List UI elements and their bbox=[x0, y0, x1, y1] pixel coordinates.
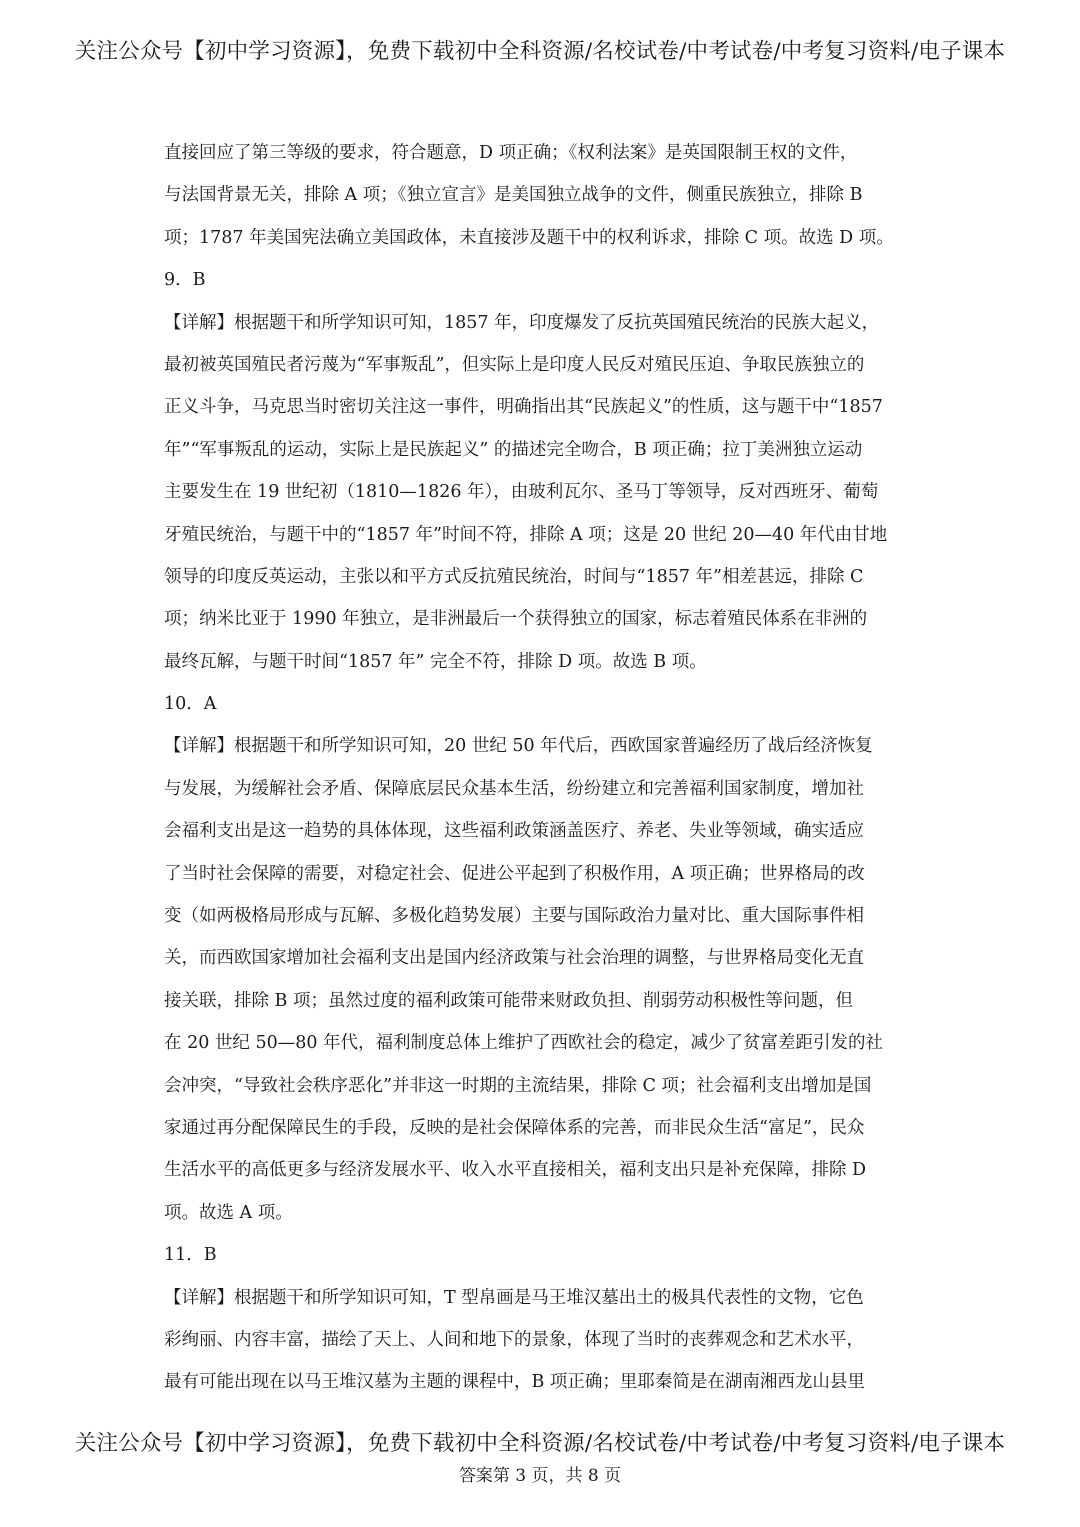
text-line: 领导的印度反英运动，主张以和平方式反抗殖民统治，时间与“1857 年”相差甚远，排除 C bbox=[164, 566, 864, 587]
text-line: 接关联，排除 B 项；虽然过度的福利政策可能带来财政负担、削弱劳动积极性等问题，但 bbox=[164, 990, 853, 1011]
text-line: 主要发生在 19 世纪初（1810—1826 年），由玻利瓦尔、圣马丁等领导，反对西班牙、葡萄 bbox=[164, 482, 879, 503]
text-line: 在 20 世纪 50—80 年代，福利制度总体上维护了西欧社会的稳定，减少了贫富差距引发的社 bbox=[164, 1033, 884, 1054]
text-line: 【详解】根据题干和所学知识可知，20 世纪 50 年代后，西欧国家普遍经历了战后经济恢复 bbox=[164, 736, 873, 757]
text-line: 最初被英国殖民者污蔑为“军事叛乱”，但实际上是印度人民反对殖民压迫、争取民族独立的 bbox=[164, 354, 865, 375]
page-number: 答案第 3 页，共 8 页 bbox=[458, 1466, 622, 1486]
text-line: 生活水平的高低更多与经济发展水平、收入水平直接相关，福利支出只是补充保障，排除 D bbox=[164, 1160, 867, 1181]
text-line: 项；1787 年美国宪法确立美国政体，未直接涉及题干中的权利诉求，排除 C 项。故选 D 项。 bbox=[164, 227, 894, 248]
text-line: 彩绚丽、内容丰富，描绘了天上、人间和地下的景象，体现了当时的丧葬观念和艺术水平， bbox=[164, 1329, 864, 1350]
text-line: 项；纳米比亚于 1990 年独立，是非洲最后一个获得独立的国家，标志着殖民体系在非洲的 bbox=[164, 609, 868, 630]
text-line: 变（如两极格局形成与瓦解、多极化趋势发展）主要与国际政治力量对比、重大国际事件相 bbox=[164, 906, 864, 927]
text-line: 项。故选 A 项。 bbox=[164, 1202, 293, 1223]
text-line: 与发展，为缓解社会矛盾、保障底层民众基本生活，纷纷建立和完善福利国家制度，增加社 bbox=[164, 778, 864, 799]
text-line: 最有可能出现在以马王堆汉墓为主题的课程中，B 项正确；里耶秦简是在湖南湘西龙山县里 bbox=[164, 1372, 865, 1393]
text-line: 牙殖民统治，与题干中的“1857 年”时间不符，排除 A 项；这是 20 世纪 20—40 年代由甘地 bbox=[164, 524, 888, 545]
text-line: 直接回应了第三等级的要求，符合题意，D 项正确；《权利法案》是英国限制王权的文件， bbox=[164, 143, 858, 163]
text-line: 会福利支出是这一趋势的具体体现，这些福利政策涵盖医疗、养老、失业等领域，确实适应 bbox=[164, 821, 864, 842]
text-line: 家通过再分配保障民生的手段，反映的是社会保障体系的完善，而非民众生活“富足”，民众 bbox=[164, 1117, 865, 1138]
text-line: 最终瓦解，与题干时间“1857 年” 完全不符，排除 D 项。故选 B 项。 bbox=[164, 651, 707, 672]
promo-banner-top: 关注公众号【初中学习资源】，免费下载初中全科资源/名校试卷/中考试卷/中考复习资料/电子课本 bbox=[74, 39, 1006, 64]
text-line: 【详解】根据题干和所学知识可知，1857 年，印度爆发了反抗英国殖民统治的民族大起义， bbox=[164, 312, 880, 333]
text-line: 会冲突，“导致社会秩序恶化”并非这一时期的主流结果，排除 C 项；社会福利支出增加是国 bbox=[164, 1075, 872, 1096]
text-line: 与法国背景无关，排除 A 项；《独立宣言》是美国独立战争的文件，侧重民族独立，排除 B bbox=[164, 185, 863, 206]
text-line: 正义斗争，马克思当时密切关注这一事件，明确指出其“民族起义”的性质，这与题干中“1857 bbox=[164, 397, 883, 418]
text-line: 了当时社会保障的需要，对稳定社会、促进公平起到了积极作用，A 项正确；世界格局的改 bbox=[164, 863, 865, 884]
text-line: 【详解】根据题干和所学知识可知，T 型帛画是马王堆汉墓出土的极具代表性的文物，它色 bbox=[164, 1287, 864, 1308]
text-line: 年”“军事叛乱的运动，实际上是民族起义” 的描述完全吻合，B 项正确；拉丁美洲独立运动 bbox=[164, 439, 863, 460]
promo-banner-bottom: 关注公众号【初中学习资源】，免费下载初中全科资源/名校试卷/中考试卷/中考复习资料/电子课本 bbox=[74, 1431, 1006, 1456]
text-line: 关，而西欧国家增加社会福利支出是国内经济政策与社会治理的调整，与世界格局变化无直 bbox=[164, 948, 864, 969]
question-answer-11: 11．B bbox=[164, 1245, 217, 1266]
answer-text-body bbox=[164, 132, 916, 1404]
question-answer-9: 9．B bbox=[164, 270, 206, 291]
question-answer-10: 10．A bbox=[164, 694, 217, 715]
